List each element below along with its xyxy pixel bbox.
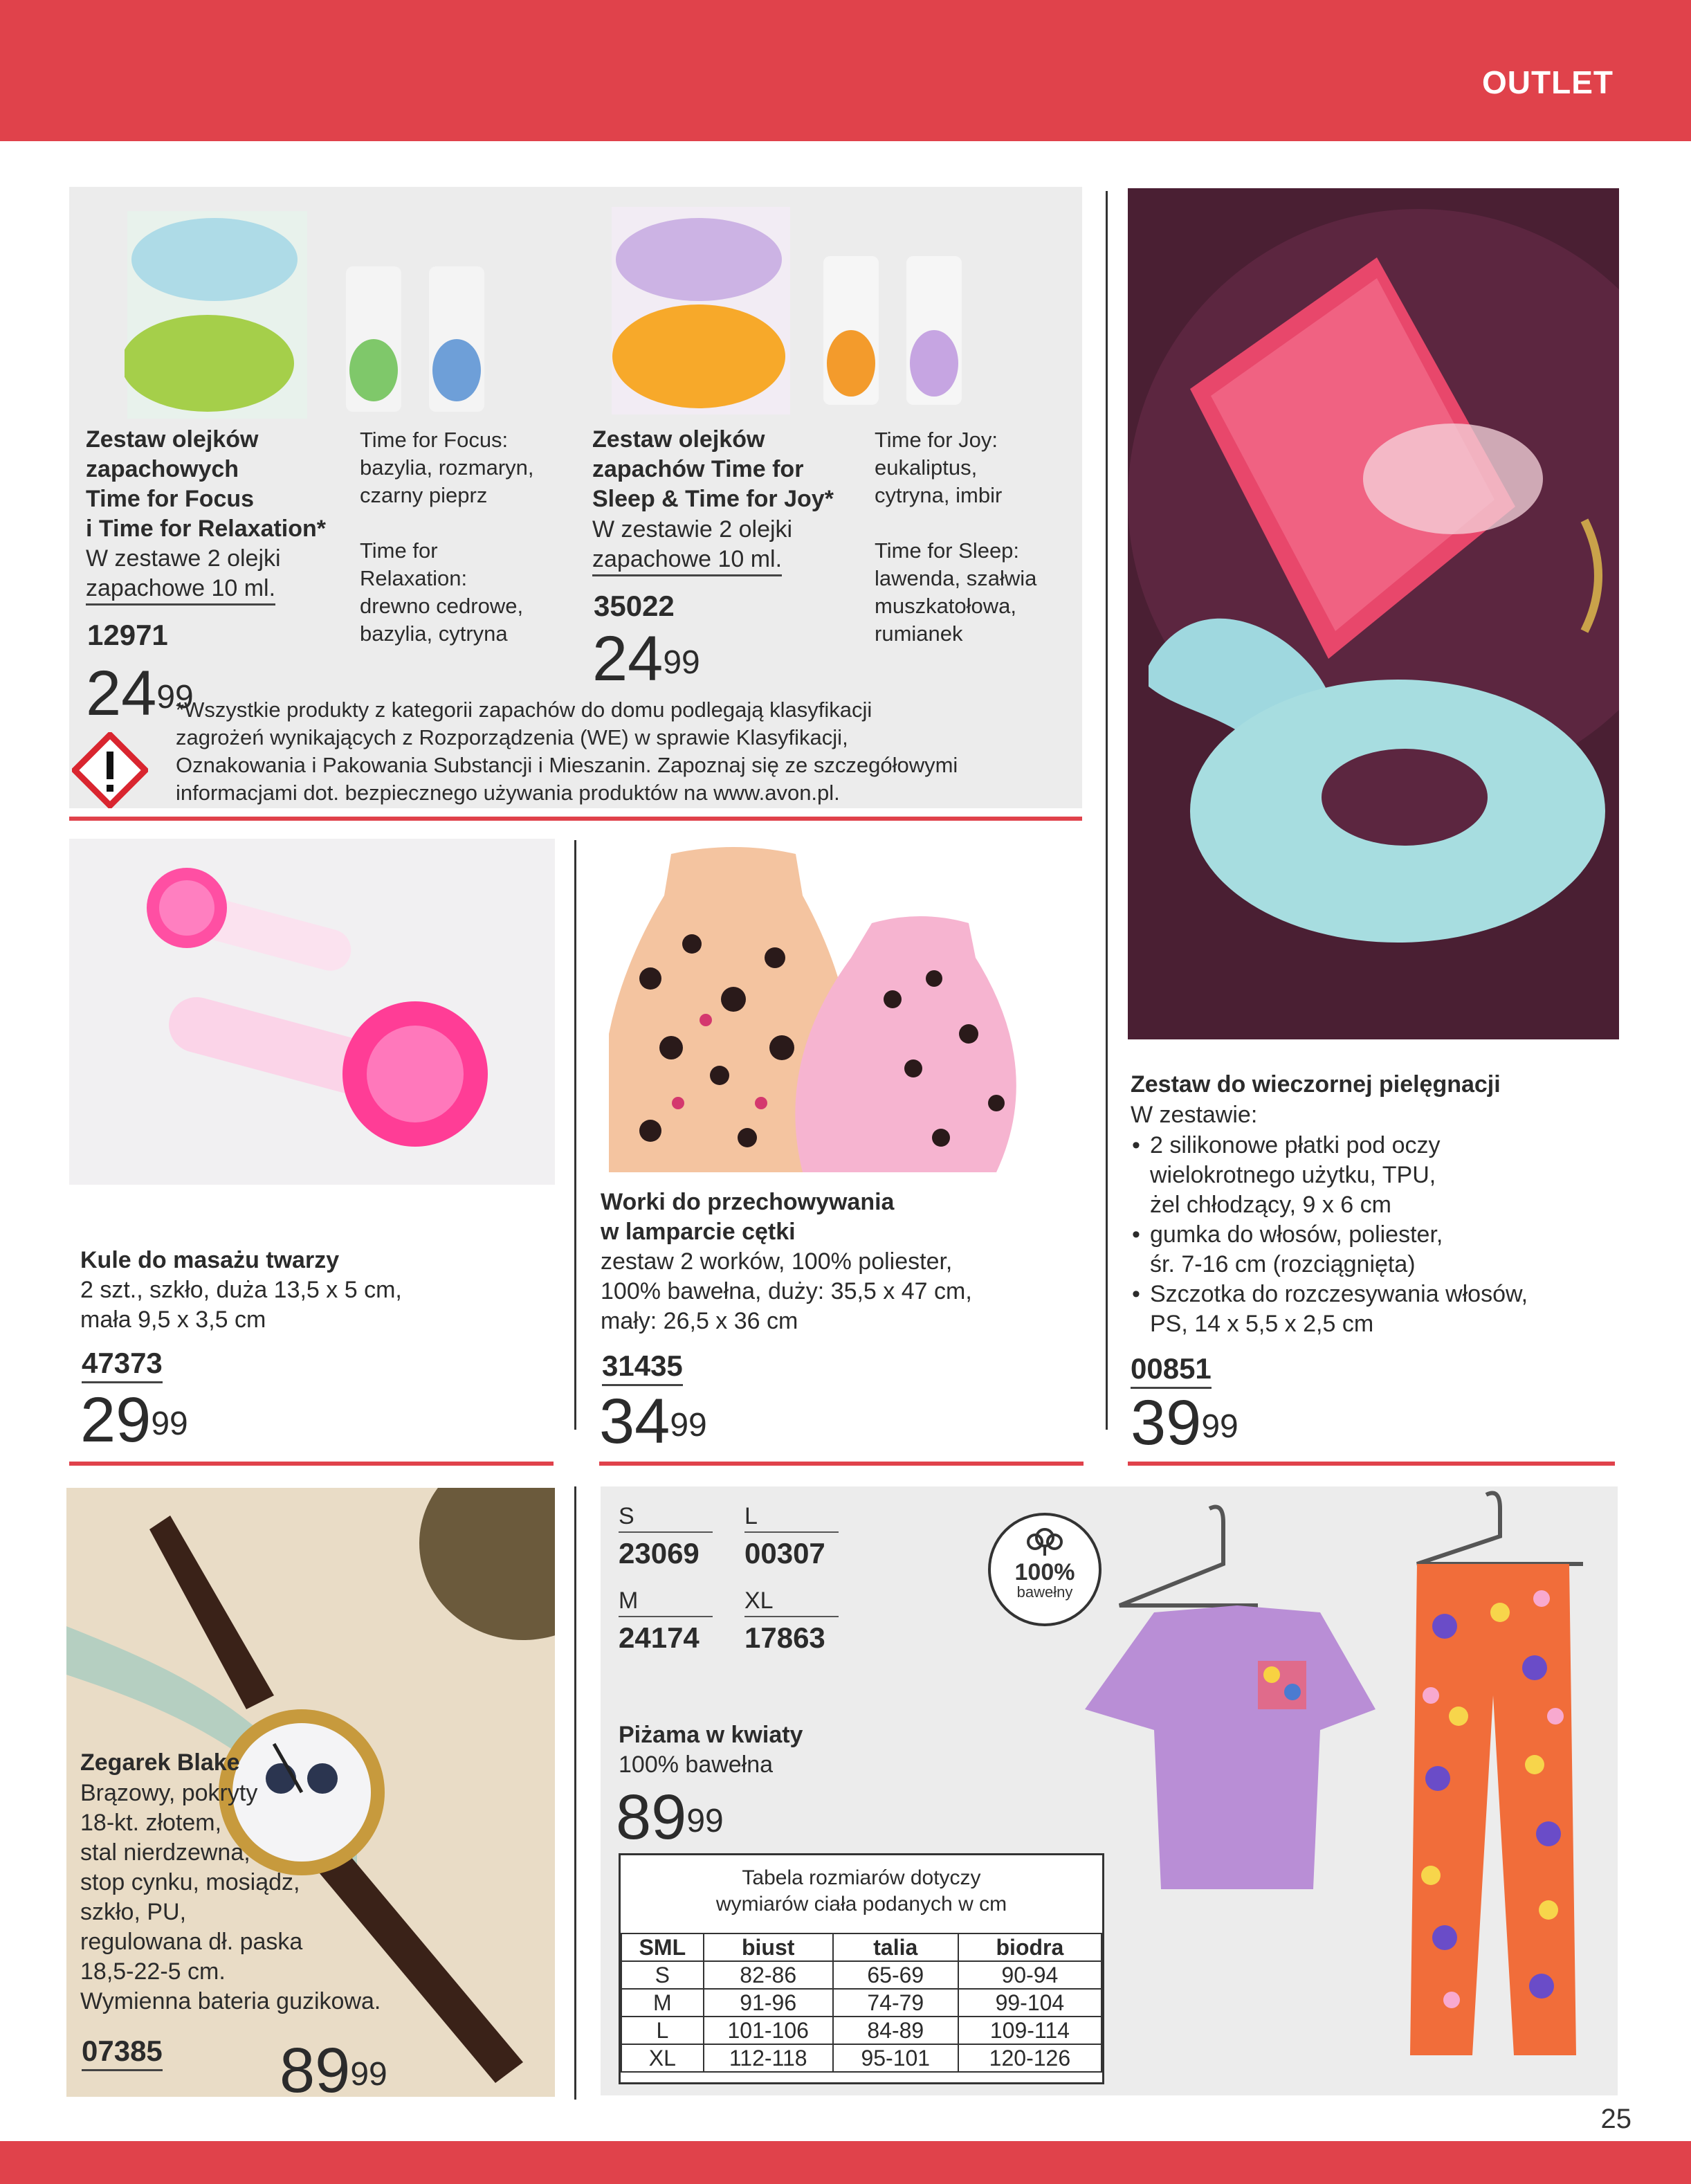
footer-bar	[0, 2141, 1691, 2184]
divider-vertical-right	[1106, 191, 1108, 1430]
focus-set-title: Zestaw olejków zapachowych Time for Focus i Time for Relaxation*	[86, 426, 327, 542]
table-header-row: SML biust talia biodra	[621, 1933, 1102, 1961]
pajama-size-l: L 00307	[744, 1502, 839, 1570]
cotton-icon	[1024, 1525, 1066, 1557]
watch-desc: Brązowy, pokryty 18-kt. złotem, stal nierdzewna, stop cynku, mosiądz, szkło, PU, regulowana dł. paska 18,5-22-5 cm. Wymienna bateria guzikowa.	[80, 1780, 381, 2014]
storage-bags-code: 31435	[602, 1349, 683, 1386]
watch-price: $89^{99}$	[280, 2035, 387, 2106]
hazard-disclaimer: *Wszystkie produkty z kategorii zapachów do domu podlegają klasyfikacji zagrożeń wynikających z Rozporządzenia (WE) w sprawie Klasyfikacji, Oznakowania i Pakowania Substancji i Mieszanin. Zapoznaj się ze szczegółowymi informacjami dot. bezpiecznego używania produktów na www.avon.pl.	[176, 698, 958, 805]
list-item: • 2 silikonowe płatki pod oczy wielokrotnego użytku, TPU, żel chłodzący, 9 x 6 cm	[1131, 1131, 1615, 1220]
pajama-size-m: M 24174	[619, 1586, 713, 1655]
sleep-oils-image	[609, 204, 982, 426]
storage-bags-image	[609, 840, 1079, 1186]
list-item: • gumka do włosów, poliester, śr. 7-16 cm (rozciągnięta)	[1131, 1220, 1615, 1280]
face-balls-title: Kule do masażu twarzy	[80, 1247, 340, 1273]
sleep-set-desc: W zestawie 2 olejki zapachowe 10 ml.	[592, 515, 855, 576]
pajama-shirt-image	[1071, 1502, 1382, 1917]
list-item: • Szczotka do rozczesywania włosów, PS, 14 x 5,5 x 2,5 cm	[1131, 1280, 1615, 1339]
evening-set-code: 00851	[1131, 1352, 1212, 1389]
sleep-set-price: $24^{99}$	[592, 624, 700, 694]
joy-notes: Time for Joy: eukaliptus, cytryna, imbir	[875, 428, 1003, 507]
storage-bags-price: $34^{99}$	[599, 1386, 707, 1457]
face-balls-price: $29^{99}$	[80, 1385, 188, 1455]
pajama-pants-image	[1389, 1488, 1597, 2076]
pajama-size-xl: XL 17863	[744, 1586, 839, 1655]
pajama-price: $89^{99}$	[616, 1782, 724, 1853]
evening-set-title: Zestaw do wieczornej pielęgnacji	[1131, 1071, 1501, 1098]
evening-set-image	[1128, 188, 1619, 1039]
hazard-warning-icon	[72, 732, 148, 808]
divider-evening	[1128, 1462, 1615, 1466]
table-row: XL 112-118 95-101 120-126	[621, 2044, 1102, 2072]
face-balls-image	[69, 839, 555, 1185]
cotton-badge: 100% bawełny	[988, 1513, 1102, 1626]
pajama-desc: 100% bawełna	[619, 1751, 774, 1778]
divider-bags	[599, 1462, 1084, 1466]
size-table	[621, 1933, 1102, 2073]
watch-code: 07385	[82, 2035, 163, 2071]
relaxation-notes: Time for Relaxation: drewno cedrowe, bazylia, cytryna	[360, 538, 524, 646]
storage-bags-title: Worki do przechowywania w lamparcie cętki	[601, 1189, 895, 1245]
focus-set-desc: W zestawe 2 olejki zapachowe 10 ml.	[86, 544, 349, 606]
focus-set-price: $24^{99}$	[86, 658, 194, 729]
divider-oils	[69, 817, 1082, 821]
table-row: L 101-106 84-89 109-114	[621, 2017, 1102, 2044]
evening-set-price: $39^{99}$	[1131, 1387, 1238, 1458]
sleep-notes: Time for Sleep: lawenda, szałwia muszkatołowa, rumianek	[875, 538, 1037, 646]
size-table-box	[619, 1853, 1104, 2084]
section-title: OUTLET	[1482, 64, 1614, 100]
sleep-set-title: Zestaw olejków zapachów Time for Sleep & Time for Joy*	[592, 426, 834, 512]
evening-set-items	[1131, 1131, 1615, 1339]
focus-notes: Time for Focus: bazylia, rozmaryn, czarny pieprz	[360, 428, 534, 507]
face-balls-desc: 2 szt., szkło, duża 13,5 x 5 cm, mała 9,5 x 3,5 cm	[80, 1277, 402, 1333]
evening-set-intro: W zestawie:	[1131, 1102, 1258, 1128]
header-bar	[0, 0, 1691, 141]
divider-vertical-mid-top	[574, 840, 576, 1430]
table-row: S 82-86 65-69 90-94	[621, 1961, 1102, 1989]
face-balls-code: 47373	[82, 1347, 163, 1383]
table-row: M 91-96 74-79 99-104	[621, 1989, 1102, 2017]
divider-vertical-mid-bottom	[574, 1486, 576, 2100]
sleep-set-code: 35022	[594, 590, 675, 622]
watch-title: Zegarek Blake	[80, 1749, 240, 1776]
divider-face-balls	[69, 1462, 554, 1466]
pajama-size-s: S 23069	[619, 1502, 713, 1570]
pajama-title: Piżama w kwiaty	[619, 1722, 803, 1748]
focus-set-code: 12971	[87, 619, 168, 651]
page-number: 25	[1600, 2104, 1631, 2134]
size-table-caption: Tabela rozmiarów dotyczy wymiarów ciała podanych w cm	[715, 1866, 1007, 1915]
focus-oils-image	[125, 204, 498, 426]
storage-bags-desc: zestaw 2 worków, 100% poliester, 100% bawełna, duży: 35,5 x 47 cm, mały: 26,5 x 36 cm	[601, 1248, 972, 1334]
